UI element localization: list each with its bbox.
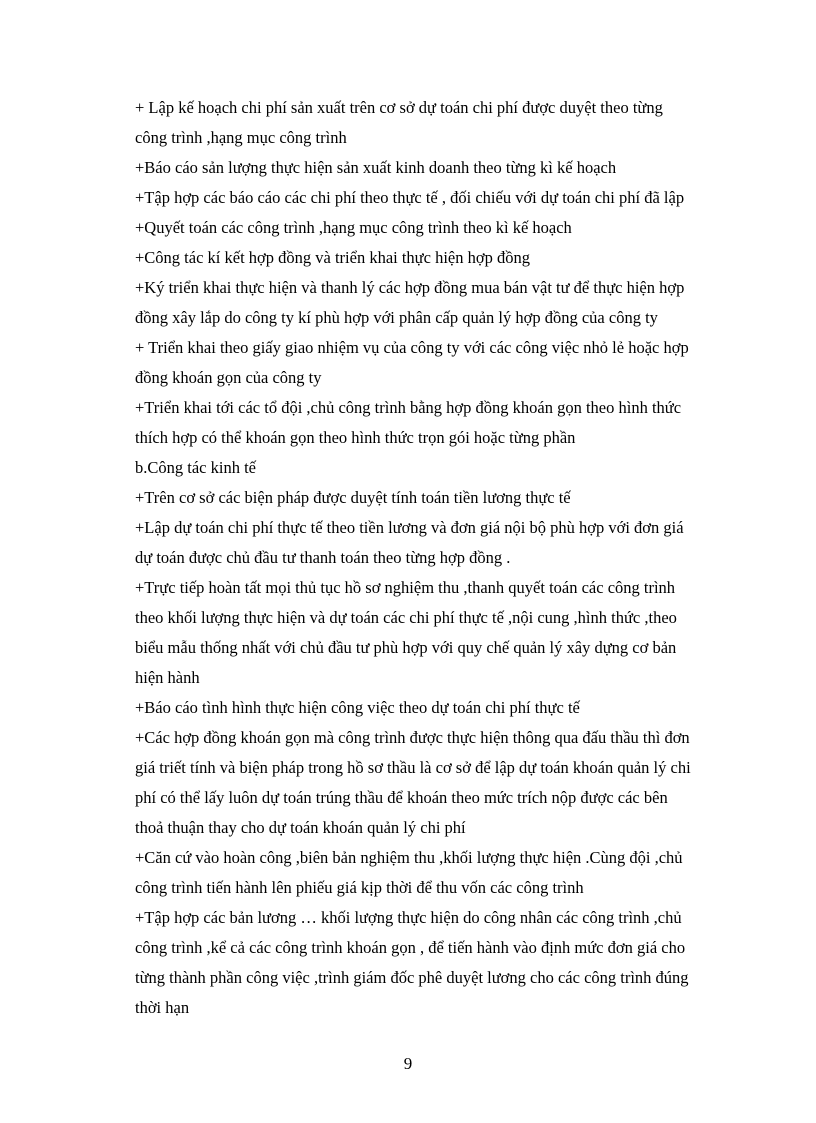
text-line: từng thành phần công việc ,trình giám đốc phê duyệt lương cho các công trình đúng xyxy=(135,968,689,987)
text-line: giá triết tính và biện pháp trong hồ sơ thầu là cơ sở để lập dự toán khoán quản lý chi xyxy=(135,758,691,777)
text-line: +Tập hợp các báo cáo các chi phí theo thực tế , đối chiếu với dự toán chi phí đã lập xyxy=(135,188,685,207)
text-line: công trình tiến hành lên phiếu giá kịp thời để thu vốn các công trình xyxy=(135,878,584,897)
text-line: +Triển khai tới các tổ đội ,chủ công trình bằng hợp đồng khoán gọn theo hình thức xyxy=(135,398,682,417)
text-line: thích hợp có thể khoán gọn theo hình thức trọn gói hoặc từng phần xyxy=(135,428,576,447)
text-line: công trình ,kể cả các công trình khoán gọn , để tiến hành vào định mức đơn giá cho xyxy=(135,938,686,957)
text-line: +Căn cứ vào hoàn công ,biên bản nghiệm thu ,khối lượng thực hiện .Cùng đội ,chủ xyxy=(135,848,683,867)
text-line: +Quyết toán các công trình ,hạng mục công trình theo kì kế hoạch xyxy=(135,218,572,237)
text-line: thời hạn xyxy=(135,998,190,1017)
document-body xyxy=(135,93,735,1023)
text-line: +Trực tiếp hoàn tất mọi thủ tục hồ sơ nghiệm thu ,thanh quyết toán các công trình xyxy=(135,578,676,597)
text-line: +Ký triển khai thực hiện và thanh lý các hợp đồng mua bán vật tư để thực hiện hợp xyxy=(135,278,685,297)
text-line: biểu mẫu thống nhất với chủ đầu tư phù hợp với quy chế quản lý xây dựng cơ bản xyxy=(135,638,677,657)
text-line: +Tập hợp các bản lương … khối lượng thực hiện do công nhân các công trình ,chủ xyxy=(135,908,682,927)
text-line: đồng xây lắp do công ty kí phù hợp với phân cấp quản lý hợp đồng của công ty xyxy=(135,308,658,327)
text-line: +Báo cáo sản lượng thực hiện sản xuất kinh doanh theo từng kì kế hoạch xyxy=(135,158,617,177)
text-line: +Các hợp đồng khoán gọn mà công trình được thực hiện thông qua đấu thầu thì đơn xyxy=(135,728,690,747)
text-line: dự toán được chủ đầu tư thanh toán theo từng hợp đồng . xyxy=(135,548,511,567)
text-line: +Lập dự toán chi phí thực tế theo tiền lương và đơn giá nội bộ phù hợp với đơn giá xyxy=(135,518,684,537)
text-line: thoả thuận thay cho dự toán khoán quản lý chi phí xyxy=(135,818,466,837)
text-line: hiện hành xyxy=(135,668,200,687)
text-line: + Lập kế hoạch chi phí sản xuất trên cơ sở dự toán chi phí được duyệt theo từng xyxy=(135,98,663,117)
text-line: công trình ,hạng mục công trình xyxy=(135,128,347,147)
text-line: +Trên cơ sở các biện pháp được duyệt tính toán tiền lương thực tế xyxy=(135,488,571,507)
text-line: +Công tác kí kết hợp đồng và triển khai thực hiện hợp đồng xyxy=(135,248,530,267)
text-line: phí có thể lấy luôn dự toán trúng thầu để khoán theo mức trích nộp được các bên xyxy=(135,788,668,807)
section-heading: b.Công tác kinh tế xyxy=(135,458,256,477)
text-line: + Triển khai theo giấy giao nhiệm vụ của công ty với các công việc nhỏ lẻ hoặc hợp xyxy=(135,338,689,357)
text-line: +Báo cáo tình hình thực hiện công việc theo dự toán chi phí thực tế xyxy=(135,698,580,717)
text-line: theo khối lượng thực hiện và dự toán các chi phí thực tế ,nội cung ,hình thức ,theo xyxy=(135,608,677,627)
page-number: 9 xyxy=(403,1054,413,1073)
text-line: đồng khoán gọn của công ty xyxy=(135,368,322,387)
